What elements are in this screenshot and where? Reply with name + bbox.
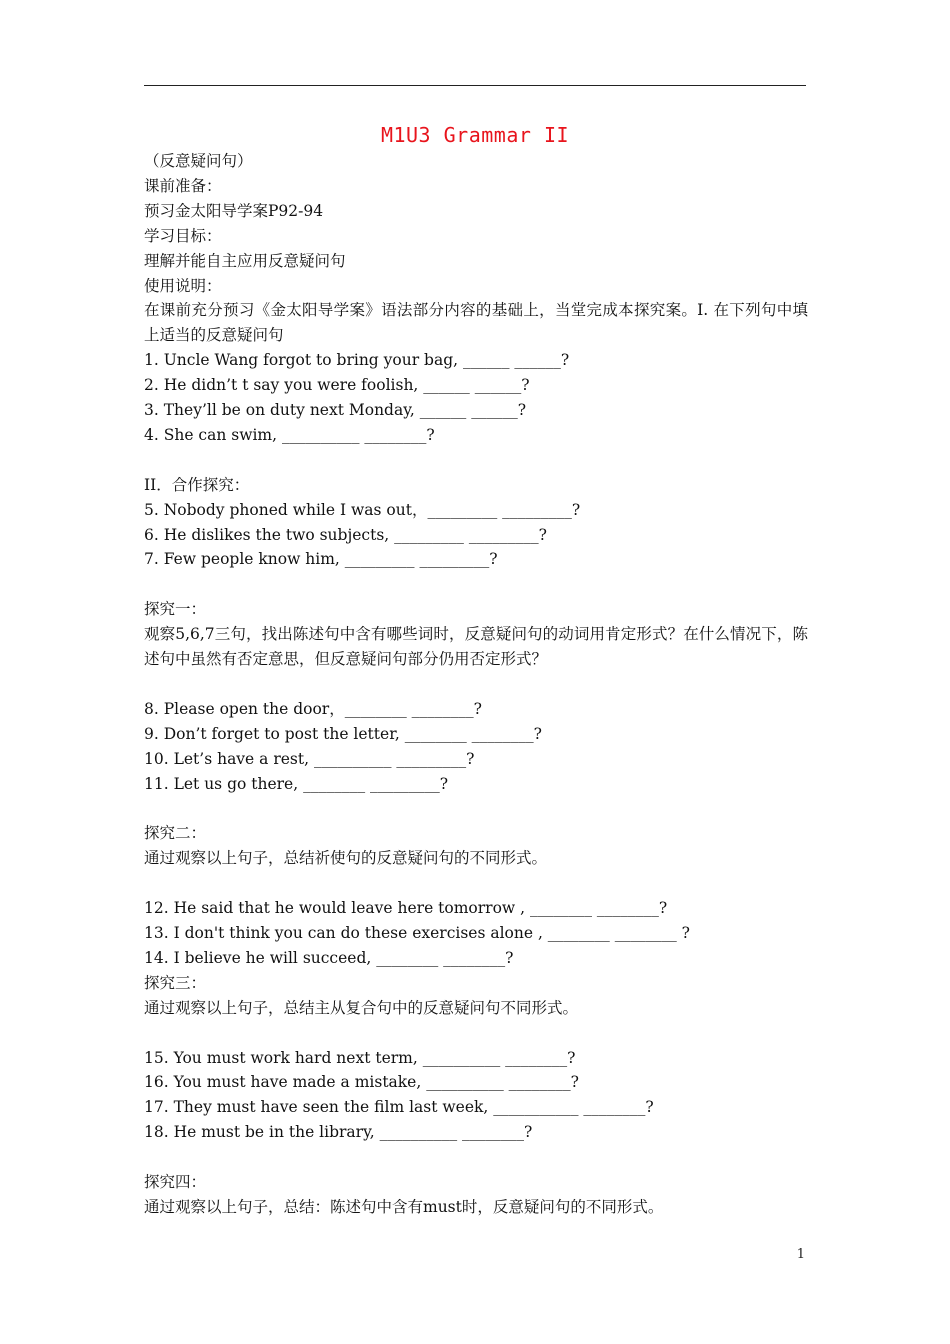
exercise-item: 3. They’ll be on duty next Monday, ______ ______? — [144, 401, 527, 420]
explore4-text: 通过观察以上句子，总结：陈述句中含有must时，反意疑问句的不同形式。 — [144, 1197, 664, 1216]
usage-text: 在课前充分预习《金太阳导学案》语法部分内容的基础上，当堂完成本探究案。I. 在下列句中填上适当的反意疑问句 — [144, 301, 808, 345]
spacer — [144, 672, 808, 697]
exercise-item: 17. They must have seen the film last week, ___________ ________? — [144, 1098, 654, 1117]
goal-text: 理解并能自主应用反意疑问句 — [144, 251, 346, 270]
exercise-item: 8. Please open the door，________ ________? — [144, 699, 482, 718]
page-number: 1 — [796, 1247, 805, 1262]
usage-heading: 使用说明： — [144, 276, 222, 295]
spacer — [144, 871, 808, 896]
exercise-item: 1. Uncle Wang forgot to bring your bag, ______ ______? — [144, 351, 570, 370]
prep-text: 预习金太阳导学案P92-94 — [144, 201, 324, 220]
explore2-heading: 探究二： — [144, 824, 207, 843]
part2-heading: II．合作探究： — [144, 475, 250, 494]
exercise-item: 16. You must have made a mistake, __________ ________? — [144, 1073, 579, 1092]
explore4-heading: 探究四： — [144, 1173, 207, 1192]
prep-heading: 课前准备： — [144, 176, 222, 195]
exercise-item: 9. Don’t forget to post the letter, ________ ________? — [144, 724, 542, 743]
page-title: M1U3 Grammar II — [380, 123, 570, 147]
document-body — [144, 149, 808, 1220]
spacer — [144, 797, 808, 822]
exercise-item: 5. Nobody phoned while I was out，_________ _________? — [144, 500, 581, 519]
explore1-heading: 探究一： — [144, 600, 207, 619]
spacer — [144, 448, 808, 473]
explore2-text: 通过观察以上句子，总结祈使句的反意疑问句的不同形式。 — [144, 849, 548, 868]
header-rule — [144, 85, 806, 86]
exercise-item: 11. Let us go there, ________ _________? — [144, 774, 449, 793]
exercise-item: 18. He must be in the library, __________ ________? — [144, 1123, 533, 1142]
explore3-text: 通过观察以上句子，总结主从复合句中的反意疑问句不同形式。 — [144, 998, 579, 1017]
explore1-text: 观察5,6,7三句，找出陈述句中含有哪些词时，反意疑问句的动词用肯定形式？在什么情况下，陈述句中虽然有否定意思，但反意疑问句部分仍用否定形式？ — [144, 625, 808, 669]
exercise-item: 4. She can swim, __________ ________? — [144, 425, 435, 444]
exercise-item: 13. I don't think you can do these exercises alone , ________ ________ ? — [144, 924, 690, 943]
exercise-item: 14. I believe he will succeed, ________ ________? — [144, 948, 514, 967]
exercise-item: 12. He said that he would leave here tomorrow , ________ ________? — [144, 899, 668, 918]
exercise-item: 6. He dislikes the two subjects, _________ _________? — [144, 525, 547, 544]
exercise-item: 10. Let’s have a rest, __________ _________? — [144, 749, 475, 768]
subtitle: （反意疑问句） — [144, 152, 253, 170]
explore3-heading: 探究三： — [144, 973, 207, 992]
exercise-item: 15. You must work hard next term, __________ ________? — [144, 1048, 576, 1067]
spacer — [144, 572, 808, 597]
spacer — [144, 1021, 808, 1046]
spacer — [144, 1145, 808, 1170]
exercise-item: 7. Few people know him, _________ _________? — [144, 550, 498, 569]
goal-heading: 学习目标： — [144, 226, 222, 245]
exercise-item: 2. He didn’t t say you were foolish, ______ ______? — [144, 376, 530, 395]
